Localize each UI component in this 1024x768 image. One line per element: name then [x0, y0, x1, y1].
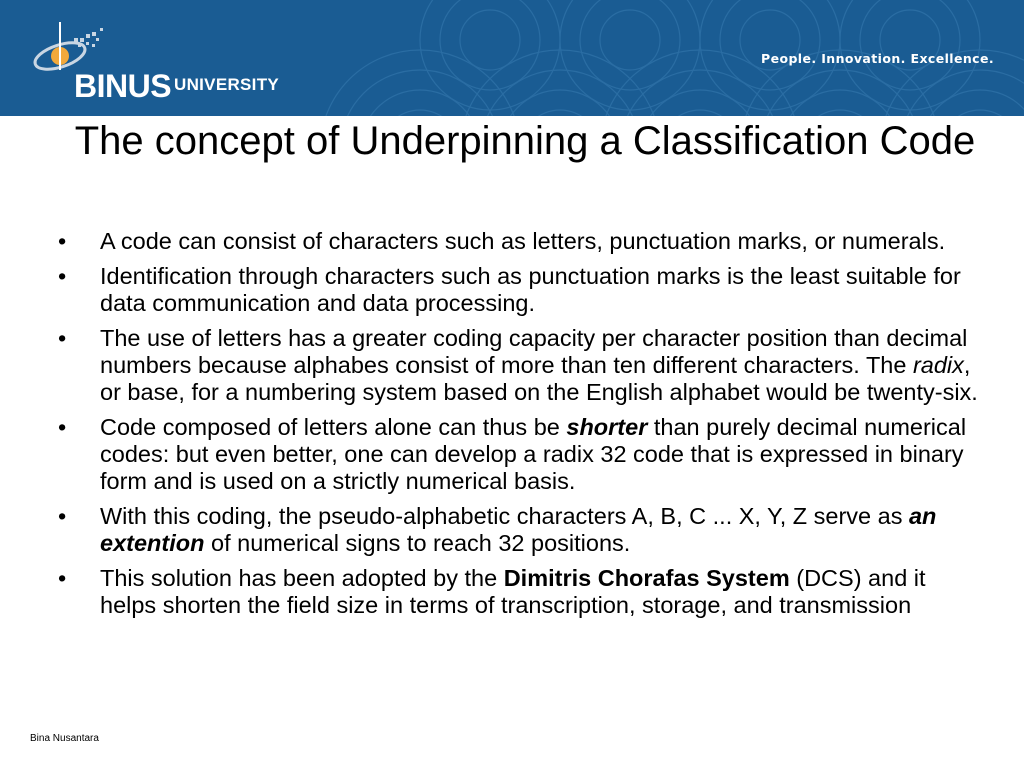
bullet-text-segment: radix — [912, 352, 964, 378]
bullet-marker: • — [58, 263, 67, 289]
brand-university: UNIVERSITY — [174, 75, 280, 94]
bullet-marker: • — [58, 565, 67, 591]
bullet-item — [58, 414, 978, 495]
bullet-marker: • — [58, 503, 67, 529]
bullet-text-segment: shorter — [566, 414, 648, 440]
bullet-marker: • — [58, 325, 67, 351]
bullet-marker: • — [58, 228, 67, 254]
bullet-item — [58, 325, 978, 406]
slide-title: The concept of Underpinning a Classification Code — [74, 119, 976, 163]
footer-text: Bina Nusantara — [30, 733, 99, 744]
bullet-item — [58, 228, 978, 255]
bullet-text-segment: This solution has been adopted by the — [100, 565, 504, 591]
bullet-item — [58, 565, 978, 619]
bullet-text-segment: (DCS) and it helps shorten the field size in terms of transcription, storage, and transmission — [100, 565, 926, 618]
bullet-text-segment: With this coding, the pseudo-alphabetic characters A, B, C ... X, Y, Z serve as — [100, 503, 909, 529]
header-banner — [0, 0, 1024, 116]
bullet-list — [58, 228, 978, 627]
binus-globe-logo-icon — [30, 14, 150, 74]
bullet-text-segment: an extention — [100, 503, 937, 556]
bullet-marker: • — [58, 414, 67, 440]
bullet-item — [58, 503, 978, 557]
bullet-text-segment: than purely decimal numerical codes: but even better, one can develop a radix 32 code that is expressed in binary form and is used on a strictly numerical basis. — [100, 414, 967, 494]
bullet-text-segment: A code can consist of characters such as letters, punctuation marks, or numerals. — [100, 228, 946, 254]
bullet-text-segment: Code composed of letters alone can thus be — [100, 414, 567, 440]
bullet-item — [58, 263, 978, 317]
bullet-text-segment: The use of letters has a greater coding capacity per character position than decimal numbers because alphabes consist of more than ten different characters. The — [100, 325, 968, 378]
binus-logo — [30, 14, 300, 104]
brand-word: BINUS — [74, 68, 172, 104]
bullet-text-segment: Dimitris Chorafas System — [503, 565, 790, 591]
bullet-text-segment: of numerical signs to reach 32 positions. — [204, 530, 631, 556]
bullet-text-segment: Identification through characters such as punctuation marks is the least suitable for data communication and data processing. — [100, 263, 961, 316]
tagline: People. Innovation. Excellence. — [761, 51, 994, 66]
bullet-text-segment: , or base, for a numbering system based on the English alphabet would be twenty-six. — [100, 352, 978, 405]
